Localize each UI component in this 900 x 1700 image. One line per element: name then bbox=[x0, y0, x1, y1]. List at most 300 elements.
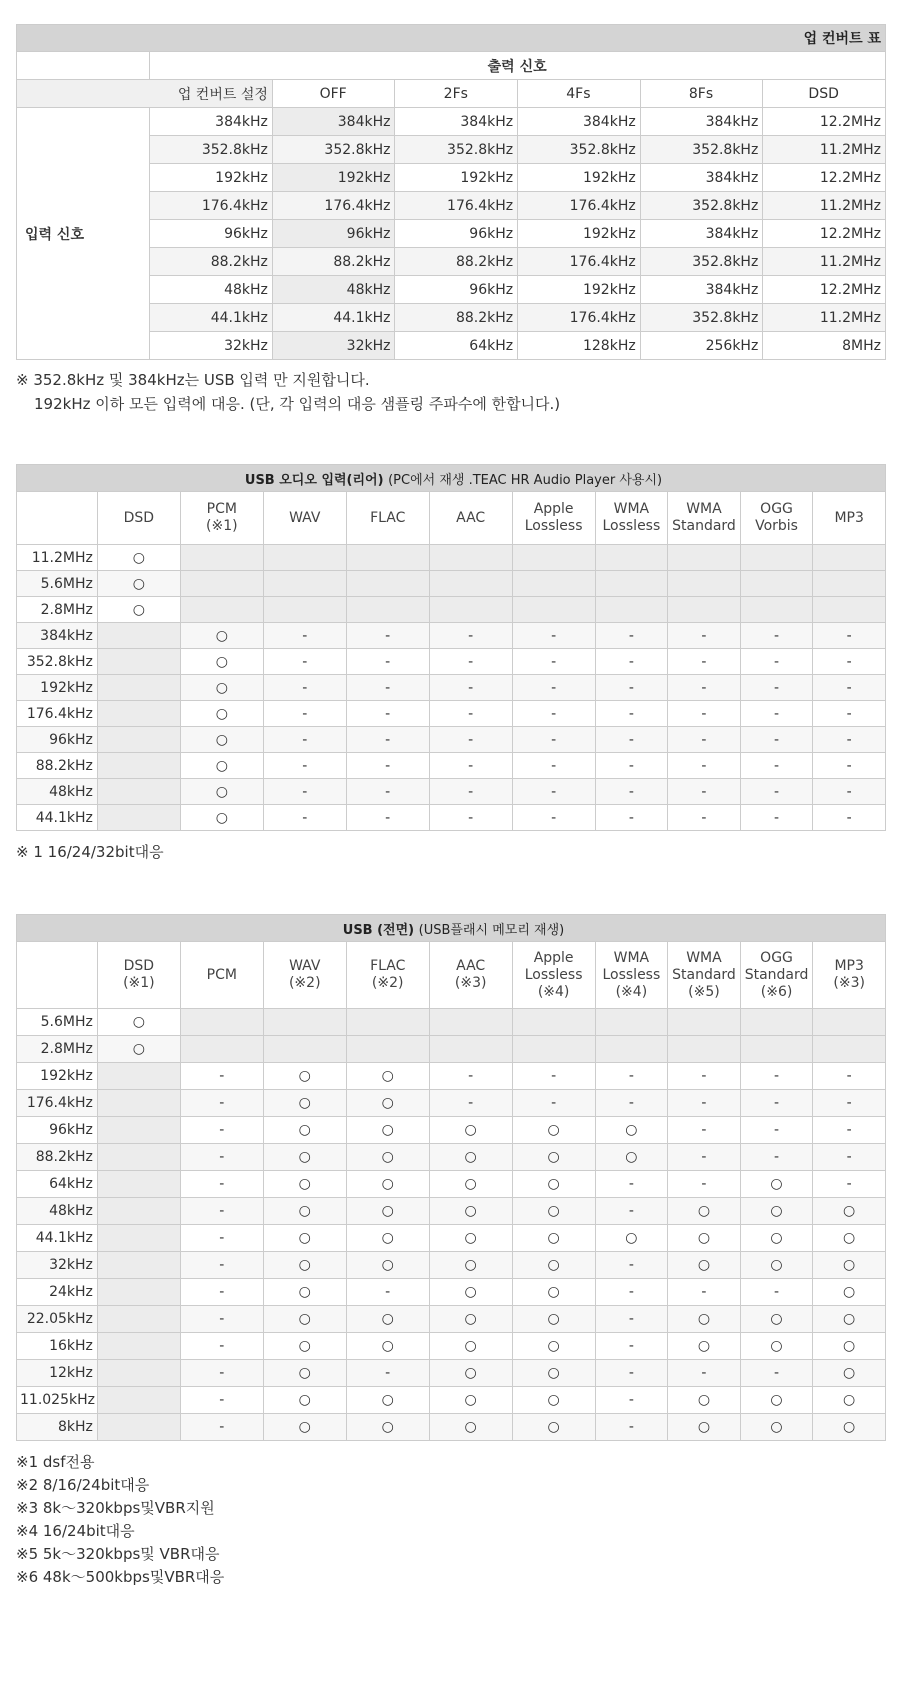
support-cell: ○ bbox=[740, 1387, 813, 1414]
support-cell: - bbox=[180, 1306, 263, 1333]
format-column-header bbox=[346, 492, 429, 545]
output-rate-cell: 352.8kHz bbox=[272, 136, 395, 164]
support-cell: ○ bbox=[668, 1252, 741, 1279]
support-cell bbox=[740, 1036, 813, 1063]
table-row bbox=[17, 1360, 886, 1387]
input-rate-cell: 88.2kHz bbox=[150, 248, 273, 276]
support-cell: ○ bbox=[263, 1198, 346, 1225]
support-cell: - bbox=[512, 623, 595, 649]
format-header-line: (※4) bbox=[615, 983, 648, 1000]
support-cell bbox=[512, 1036, 595, 1063]
output-column-header: 2Fs bbox=[395, 80, 518, 108]
support-cell: - bbox=[263, 805, 346, 831]
support-cell: - bbox=[595, 1252, 668, 1279]
support-cell: - bbox=[263, 701, 346, 727]
support-cell: ○ bbox=[512, 1144, 595, 1171]
format-header-line: Lossless bbox=[602, 966, 661, 983]
table-row bbox=[17, 1414, 886, 1441]
format-header-line: FLAC bbox=[370, 509, 406, 526]
table-row bbox=[17, 649, 886, 675]
table-row bbox=[17, 1036, 886, 1063]
format-column-header bbox=[740, 492, 813, 545]
support-cell: - bbox=[595, 805, 668, 831]
output-rate-cell: 352.8kHz bbox=[518, 136, 641, 164]
support-cell bbox=[668, 1009, 741, 1036]
format-header-line: WMA bbox=[686, 501, 722, 517]
format-header-line: (※1) bbox=[123, 975, 155, 991]
support-cell: - bbox=[668, 753, 741, 779]
output-rate-cell: 176.4kHz bbox=[518, 304, 641, 332]
usb-front-subtitle: (USB플래시 메모리 재생) bbox=[418, 922, 565, 938]
support-cell: ○ bbox=[346, 1090, 429, 1117]
support-cell: ○ bbox=[263, 1360, 346, 1387]
support-cell bbox=[97, 1198, 180, 1225]
support-cell: ○ bbox=[346, 1414, 429, 1441]
sample-rate-cell: 96kHz bbox=[17, 1117, 98, 1144]
format-header-line: AAC bbox=[456, 509, 486, 526]
support-cell: ○ bbox=[263, 1225, 346, 1252]
support-cell bbox=[97, 1252, 180, 1279]
support-cell: - bbox=[595, 701, 668, 727]
support-cell: - bbox=[263, 623, 346, 649]
sample-rate-cell: 176.4kHz bbox=[17, 701, 98, 727]
column-header-row bbox=[17, 942, 886, 1009]
output-rate-cell: 8MHz bbox=[763, 332, 886, 360]
support-cell bbox=[97, 1306, 180, 1333]
blank-cell bbox=[17, 492, 98, 545]
support-cell bbox=[668, 597, 741, 623]
support-cell: - bbox=[346, 675, 429, 701]
support-cell: ○ bbox=[595, 1117, 668, 1144]
support-cell: ○ bbox=[668, 1387, 741, 1414]
support-cell: ○ bbox=[429, 1333, 512, 1360]
support-cell: ○ bbox=[429, 1117, 512, 1144]
support-cell: - bbox=[595, 1333, 668, 1360]
table-row bbox=[17, 1252, 886, 1279]
support-cell: ○ bbox=[813, 1333, 886, 1360]
output-rate-cell: 192kHz bbox=[272, 164, 395, 192]
support-cell: ○ bbox=[97, 1009, 180, 1036]
support-cell bbox=[263, 1009, 346, 1036]
output-column-header: DSD bbox=[763, 80, 886, 108]
support-cell: ○ bbox=[263, 1171, 346, 1198]
support-cell: - bbox=[180, 1333, 263, 1360]
support-cell bbox=[180, 545, 263, 571]
support-cell: ○ bbox=[512, 1225, 595, 1252]
support-cell: ○ bbox=[180, 753, 263, 779]
support-cell: ○ bbox=[180, 727, 263, 753]
support-cell: - bbox=[263, 779, 346, 805]
support-cell: ○ bbox=[668, 1333, 741, 1360]
format-header-line: Vorbis bbox=[755, 518, 798, 534]
table-row bbox=[17, 675, 886, 701]
support-cell bbox=[97, 623, 180, 649]
support-cell: ○ bbox=[429, 1225, 512, 1252]
sample-rate-cell: 88.2kHz bbox=[17, 753, 98, 779]
usb-front-table bbox=[16, 914, 886, 1441]
support-cell: - bbox=[813, 675, 886, 701]
support-cell: - bbox=[740, 1360, 813, 1387]
support-cell bbox=[740, 1009, 813, 1036]
support-cell bbox=[740, 545, 813, 571]
table-row bbox=[17, 1198, 886, 1225]
support-cell: - bbox=[429, 779, 512, 805]
support-cell: - bbox=[813, 701, 886, 727]
sample-rate-cell: 2.8MHz bbox=[17, 1036, 98, 1063]
support-cell bbox=[97, 753, 180, 779]
support-cell bbox=[97, 1063, 180, 1090]
support-cell bbox=[97, 727, 180, 753]
support-cell: - bbox=[595, 675, 668, 701]
support-cell: ○ bbox=[429, 1387, 512, 1414]
format-header-line: MP3 bbox=[834, 958, 864, 974]
support-cell: ○ bbox=[512, 1414, 595, 1441]
output-rate-cell: 352.8kHz bbox=[640, 248, 763, 276]
support-cell: ○ bbox=[263, 1306, 346, 1333]
support-cell bbox=[346, 1036, 429, 1063]
format-column-header bbox=[429, 942, 512, 1009]
output-column-header: 4Fs bbox=[518, 80, 641, 108]
support-cell: ○ bbox=[740, 1171, 813, 1198]
format-header-line: WAV bbox=[289, 958, 321, 974]
support-cell: ○ bbox=[263, 1279, 346, 1306]
support-cell: - bbox=[346, 1360, 429, 1387]
format-header-line: DSD bbox=[123, 509, 155, 526]
format-header-line: DSD bbox=[123, 958, 155, 974]
table-row bbox=[17, 727, 886, 753]
support-cell: - bbox=[429, 753, 512, 779]
output-rate-cell: 352.8kHz bbox=[395, 136, 518, 164]
table-row bbox=[17, 1306, 886, 1333]
format-header-line: (※3) bbox=[454, 975, 487, 991]
support-cell: ○ bbox=[429, 1144, 512, 1171]
format-header-line: Standard bbox=[672, 518, 736, 534]
support-cell bbox=[97, 1387, 180, 1414]
format-column-header bbox=[512, 492, 595, 545]
support-cell bbox=[595, 597, 668, 623]
support-cell: - bbox=[180, 1279, 263, 1306]
support-cell: - bbox=[595, 753, 668, 779]
support-cell: - bbox=[180, 1225, 263, 1252]
input-rate-cell: 32kHz bbox=[150, 332, 273, 360]
support-cell: ○ bbox=[346, 1063, 429, 1090]
support-cell: ○ bbox=[813, 1387, 886, 1414]
output-rate-cell: 384kHz bbox=[395, 108, 518, 136]
table-row bbox=[17, 1171, 886, 1198]
footnote: ※6 48k～500kbps및VBR대응 bbox=[16, 1568, 225, 1586]
format-header-line: (※6) bbox=[760, 983, 793, 1000]
format-column-header bbox=[429, 492, 512, 545]
output-rate-cell: 256kHz bbox=[640, 332, 763, 360]
support-cell bbox=[97, 701, 180, 727]
support-cell: - bbox=[740, 675, 813, 701]
support-cell bbox=[97, 675, 180, 701]
output-rate-cell: 384kHz bbox=[518, 108, 641, 136]
support-cell: ○ bbox=[595, 1144, 668, 1171]
support-cell: - bbox=[180, 1090, 263, 1117]
upconvert-setting-header: 업 컨버트 설정 bbox=[17, 80, 273, 108]
support-cell: ○ bbox=[263, 1333, 346, 1360]
input-rate-cell: 352.8kHz bbox=[150, 136, 273, 164]
format-column-header bbox=[668, 492, 741, 545]
format-header-line: WAV bbox=[289, 509, 321, 526]
output-rate-cell: 11.2MHz bbox=[763, 136, 886, 164]
table-row bbox=[17, 753, 886, 779]
support-cell bbox=[263, 597, 346, 623]
output-rate-cell: 384kHz bbox=[640, 220, 763, 248]
support-cell: - bbox=[346, 727, 429, 753]
output-rate-cell: 12.2MHz bbox=[763, 276, 886, 304]
sample-rate-cell: 48kHz bbox=[17, 1198, 98, 1225]
table-row bbox=[17, 1117, 886, 1144]
format-column-header bbox=[180, 942, 263, 1009]
support-cell: ○ bbox=[346, 1144, 429, 1171]
input-rate-cell: 96kHz bbox=[150, 220, 273, 248]
support-cell: ○ bbox=[97, 597, 180, 623]
support-cell bbox=[813, 571, 886, 597]
support-cell bbox=[595, 545, 668, 571]
sample-rate-cell: 64kHz bbox=[17, 1171, 98, 1198]
support-cell: ○ bbox=[668, 1225, 741, 1252]
table-row bbox=[17, 597, 886, 623]
support-cell: ○ bbox=[813, 1225, 886, 1252]
support-cell: ○ bbox=[512, 1333, 595, 1360]
format-header-line: FLAC bbox=[370, 958, 406, 974]
usb-rear-title: USB 오디오 입력(리어) bbox=[244, 472, 384, 488]
support-cell bbox=[97, 1279, 180, 1306]
sample-rate-cell: 5.6MHz bbox=[17, 1009, 98, 1036]
output-rate-cell: 192kHz bbox=[518, 164, 641, 192]
output-rate-cell: 128kHz bbox=[518, 332, 641, 360]
support-cell: - bbox=[512, 805, 595, 831]
output-rate-cell: 384kHz bbox=[640, 108, 763, 136]
support-cell bbox=[346, 545, 429, 571]
support-cell: ○ bbox=[263, 1090, 346, 1117]
format-header-line: (※2) bbox=[288, 975, 321, 991]
sample-rate-cell: 44.1kHz bbox=[17, 1225, 98, 1252]
usb-rear-title-cell bbox=[17, 465, 886, 492]
support-cell bbox=[180, 1009, 263, 1036]
support-cell: - bbox=[512, 701, 595, 727]
usb-rear-table bbox=[16, 464, 886, 831]
support-cell: ○ bbox=[180, 701, 263, 727]
support-cell: - bbox=[595, 1063, 668, 1090]
usb-front-title: USB (전면) bbox=[342, 922, 415, 938]
support-cell: ○ bbox=[512, 1171, 595, 1198]
support-cell: ○ bbox=[429, 1279, 512, 1306]
support-cell: ○ bbox=[740, 1198, 813, 1225]
support-cell: - bbox=[512, 675, 595, 701]
support-cell: ○ bbox=[813, 1279, 886, 1306]
support-cell: - bbox=[740, 701, 813, 727]
sample-rate-cell: 96kHz bbox=[17, 727, 98, 753]
support-cell bbox=[740, 597, 813, 623]
support-cell bbox=[512, 571, 595, 597]
table-row bbox=[17, 1009, 886, 1036]
support-cell: - bbox=[740, 779, 813, 805]
support-cell: ○ bbox=[813, 1414, 886, 1441]
support-cell bbox=[429, 571, 512, 597]
support-cell: ○ bbox=[512, 1306, 595, 1333]
support-cell bbox=[813, 1009, 886, 1036]
usb-rear-subtitle: (PC에서 재생 .TEAC HR Audio Player 사용시) bbox=[388, 472, 663, 488]
support-cell: ○ bbox=[97, 1036, 180, 1063]
support-cell: - bbox=[740, 1090, 813, 1117]
output-rate-cell: 192kHz bbox=[395, 164, 518, 192]
support-cell: - bbox=[595, 1279, 668, 1306]
table-row bbox=[17, 571, 886, 597]
input-rate-cell: 176.4kHz bbox=[150, 192, 273, 220]
support-cell: - bbox=[813, 805, 886, 831]
support-cell: - bbox=[512, 1063, 595, 1090]
sample-rate-cell: 11.2MHz bbox=[17, 545, 98, 571]
support-cell bbox=[740, 571, 813, 597]
spec-page bbox=[16, 24, 886, 1589]
support-cell: - bbox=[813, 1171, 886, 1198]
sample-rate-cell: 11.025kHz bbox=[17, 1387, 98, 1414]
support-cell: - bbox=[180, 1198, 263, 1225]
support-cell: - bbox=[740, 753, 813, 779]
support-cell: ○ bbox=[180, 649, 263, 675]
support-cell: - bbox=[813, 1117, 886, 1144]
format-column-header bbox=[512, 942, 595, 1009]
support-cell: - bbox=[740, 1063, 813, 1090]
format-header-line: (※5) bbox=[688, 983, 720, 1000]
sample-rate-cell: 22.05kHz bbox=[17, 1306, 98, 1333]
support-cell bbox=[429, 545, 512, 571]
support-cell: - bbox=[668, 623, 741, 649]
support-cell: - bbox=[813, 1090, 886, 1117]
support-cell: ○ bbox=[512, 1117, 595, 1144]
output-rate-cell: 176.4kHz bbox=[272, 192, 395, 220]
support-cell: - bbox=[180, 1414, 263, 1441]
format-column-header bbox=[813, 492, 886, 545]
support-cell: ○ bbox=[263, 1063, 346, 1090]
support-cell: ○ bbox=[263, 1414, 346, 1441]
sample-rate-cell: 88.2kHz bbox=[17, 1144, 98, 1171]
format-header-line: WMA bbox=[613, 949, 650, 966]
format-header-line: (※1) bbox=[206, 518, 238, 534]
format-header-line: Lossless bbox=[524, 518, 583, 534]
table-row bbox=[17, 1279, 886, 1306]
blank-cell bbox=[17, 52, 150, 80]
format-column-header bbox=[813, 942, 886, 1009]
format-column-header bbox=[180, 492, 263, 545]
support-cell: - bbox=[813, 623, 886, 649]
output-rate-cell: 384kHz bbox=[640, 164, 763, 192]
support-cell bbox=[512, 597, 595, 623]
column-header-row bbox=[17, 492, 886, 545]
sample-rate-cell: 32kHz bbox=[17, 1252, 98, 1279]
support-cell: - bbox=[595, 1171, 668, 1198]
support-cell bbox=[97, 1360, 180, 1387]
support-cell: ○ bbox=[346, 1333, 429, 1360]
support-cell bbox=[595, 1009, 668, 1036]
support-cell: ○ bbox=[97, 571, 180, 597]
format-column-header bbox=[97, 492, 180, 545]
support-cell: ○ bbox=[346, 1198, 429, 1225]
support-cell: ○ bbox=[346, 1306, 429, 1333]
sample-rate-cell: 192kHz bbox=[17, 1063, 98, 1090]
support-cell: - bbox=[740, 1117, 813, 1144]
table-row bbox=[17, 1090, 886, 1117]
format-header-line: (※3) bbox=[833, 975, 865, 991]
sample-rate-cell: 352.8kHz bbox=[17, 649, 98, 675]
output-rate-cell: 192kHz bbox=[518, 220, 641, 248]
output-rate-cell: 88.2kHz bbox=[272, 248, 395, 276]
support-cell: - bbox=[346, 649, 429, 675]
support-cell bbox=[180, 1036, 263, 1063]
support-cell bbox=[813, 1036, 886, 1063]
support-cell: - bbox=[813, 727, 886, 753]
support-cell: - bbox=[668, 1090, 741, 1117]
support-cell bbox=[595, 571, 668, 597]
support-cell bbox=[97, 1333, 180, 1360]
support-cell: - bbox=[429, 623, 512, 649]
format-header-line: Apple bbox=[533, 501, 574, 517]
support-cell: ○ bbox=[668, 1306, 741, 1333]
output-rate-cell: 176.4kHz bbox=[518, 248, 641, 276]
output-rate-cell: 32kHz bbox=[272, 332, 395, 360]
support-cell bbox=[97, 1117, 180, 1144]
support-cell: ○ bbox=[740, 1225, 813, 1252]
support-cell bbox=[263, 1036, 346, 1063]
table-row bbox=[17, 545, 886, 571]
support-cell: - bbox=[263, 753, 346, 779]
footnote: ※2 8/16/24bit대응 bbox=[16, 1476, 150, 1494]
support-cell: - bbox=[263, 649, 346, 675]
support-cell: - bbox=[813, 1063, 886, 1090]
support-cell: - bbox=[595, 1306, 668, 1333]
sample-rate-cell: 24kHz bbox=[17, 1279, 98, 1306]
support-cell: - bbox=[429, 675, 512, 701]
support-cell bbox=[180, 571, 263, 597]
format-column-header bbox=[346, 942, 429, 1009]
support-cell: - bbox=[668, 1063, 741, 1090]
support-cell: ○ bbox=[668, 1414, 741, 1441]
support-cell: - bbox=[668, 1171, 741, 1198]
support-cell bbox=[668, 1036, 741, 1063]
footnote: ※1 dsf전용 bbox=[16, 1453, 95, 1471]
format-column-header bbox=[97, 942, 180, 1009]
sample-rate-cell: 8kHz bbox=[17, 1414, 98, 1441]
support-cell bbox=[263, 571, 346, 597]
support-cell: - bbox=[668, 1279, 741, 1306]
format-column-header bbox=[263, 942, 346, 1009]
support-cell: ○ bbox=[813, 1306, 886, 1333]
output-rate-cell: 88.2kHz bbox=[395, 248, 518, 276]
support-cell: ○ bbox=[263, 1252, 346, 1279]
support-cell bbox=[97, 805, 180, 831]
output-rate-cell: 11.2MHz bbox=[763, 248, 886, 276]
support-cell: - bbox=[595, 1414, 668, 1441]
support-cell: - bbox=[595, 779, 668, 805]
support-cell: ○ bbox=[512, 1360, 595, 1387]
support-cell bbox=[813, 545, 886, 571]
format-header-line: AAC bbox=[456, 958, 486, 974]
support-cell: - bbox=[429, 701, 512, 727]
support-cell bbox=[512, 545, 595, 571]
format-header-line: OGG bbox=[760, 949, 793, 966]
table-row bbox=[17, 805, 886, 831]
output-rate-cell: 12.2MHz bbox=[763, 164, 886, 192]
table-row bbox=[17, 623, 886, 649]
format-header-line: MP3 bbox=[834, 509, 864, 526]
table-row bbox=[17, 1225, 886, 1252]
support-cell: ○ bbox=[429, 1252, 512, 1279]
output-column-header: OFF bbox=[272, 80, 395, 108]
output-rate-cell: 64kHz bbox=[395, 332, 518, 360]
